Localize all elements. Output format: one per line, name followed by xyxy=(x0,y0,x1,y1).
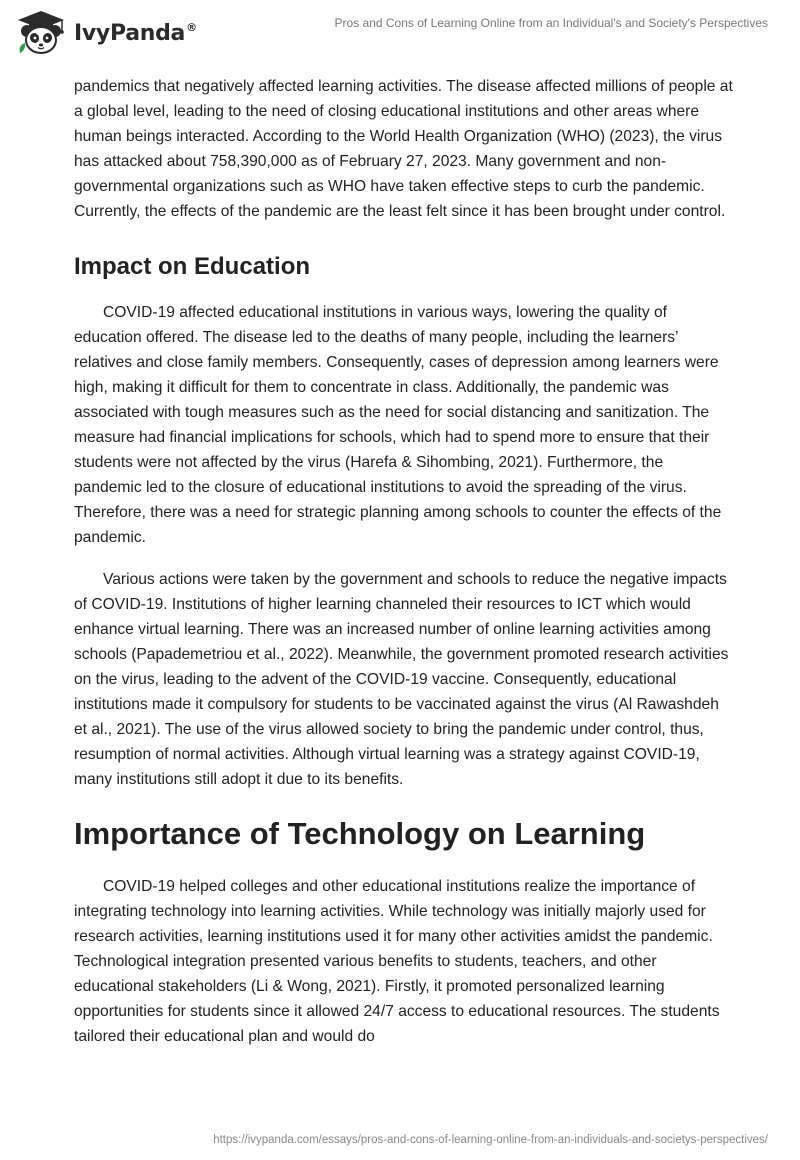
page-header xyxy=(0,0,800,64)
section-heading-technology: Importance of Technology on Learning xyxy=(74,816,646,851)
paragraph: COVID-19 helped colleges and other educational institutions realize the importance of integrating technology into learning activities. While technology was initially majorly used for research activities, learning institutions used it for many other activities amidst the pandemic. Technological integration presented various benefits to students, teachers, and other educational stakeholders (Li & Wong, 2021). Firstly, it promoted personalized learning opportunities for students since it allowed 24/7 access to educational resources. The students tailored their educational plan and would do xyxy=(74,878,720,1045)
registered-mark: ® xyxy=(186,21,197,35)
source-url-link[interactable]: https://ivypanda.com/essays/pros-and-cons-of-learning-online-from-an-individuals-and-societys-perspectives/ xyxy=(213,1134,768,1146)
essay-content xyxy=(74,74,734,1066)
logo-wordmark xyxy=(74,21,197,46)
logo-text: IvyPanda xyxy=(74,20,186,46)
section-heading-impact: Impact on Education xyxy=(74,253,311,280)
ivypanda-logo[interactable] xyxy=(14,8,197,58)
intro-paragraph: pandemics that negatively affected learning activities. The disease affected millions of people at a global level, leading to the need of closing educational institutions and other areas where human beings interacted. According to the World Health Organization (WHO) (2023), the virus has attacked about 758,390,000 as of February 27, 2023. Many government and non-governmental organizations such as WHO have taken effective steps to curb the pandemic. Currently, the effects of the pandemic are the least felt since it has been brought under control. xyxy=(74,78,733,220)
document-title: Pros and Cons of Learning Online from an Individual's and Society's Perspectives xyxy=(334,16,768,30)
paragraph: Various actions were taken by the government and schools to reduce the negative impacts of COVID-19. Institutions of higher learning channeled their resources to ICT which would enhance virtual learning. There was an increased number of online learning activities among schools (Papademetriou et al., 2022). Meanwhile, the government promoted research activities on the virus, leading to the advent of the COVID-19 vaccine. Consequently, educational institutions made it compulsory for students to be vaccinated against the virus (Al Rawashdeh et al., 2021). The use of the virus allowed society to bring the pandemic under control, thus, resumption of normal activities. Although virtual learning was a strategy against COVID-19, many institutions still adopt it due to its benefits. xyxy=(74,571,729,788)
paragraph: COVID-19 affected educational institutions in various ways, lowering the quality of education offered. The disease led to the deaths of many people, including the learners’ relatives and close family members. Consequently, cases of depression among learners were high, making it difficult for them to concentrate in class. Additionally, the pandemic was associated with tough measures such as the need for social distancing and sanitization. The measure had financial implications for schools, which had to spend more to ensure that their students were not affected by the virus (Harefa & Sihombing, 2021). Furthermore, the pandemic led to the closure of educational institutions to avoid the spreading of the virus. Therefore, there was a need for strategic planning among schools to counter the effects of the pandemic. xyxy=(74,304,722,546)
panda-graduate-icon xyxy=(14,9,68,57)
